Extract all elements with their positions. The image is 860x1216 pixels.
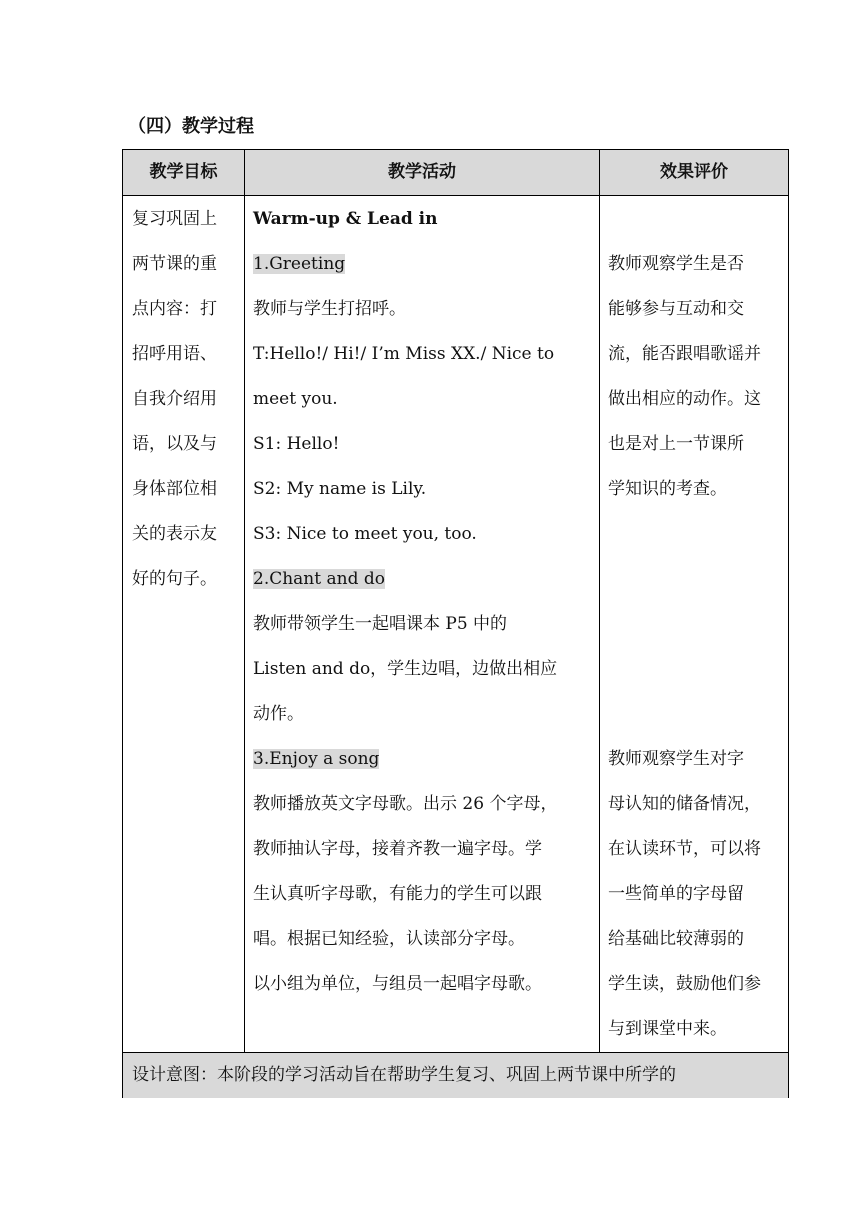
goal-line: 身体部位相	[132, 479, 217, 499]
goal-line: 自我介绍用	[132, 389, 217, 409]
activity-line: meet you.	[253, 389, 338, 409]
activity-line: Listen and do，学生边唱，边做出相应	[253, 659, 558, 679]
column-divider-1	[244, 150, 245, 1052]
header-effect-evaluation: 效果评价	[660, 162, 728, 182]
evaluation-line: 教师观察学生是否	[608, 254, 744, 274]
evaluation-line: 流，能否跟唱歌谣并	[608, 344, 761, 364]
activity-line: 唱。根据已知经验，认读部分字母。	[253, 929, 525, 949]
evaluation-line: 母认知的储备情况，	[608, 794, 761, 814]
activity-line: 动作。	[253, 704, 304, 724]
activity-line: 教师播放英文字母歌。出示 26 个字母，	[253, 794, 558, 814]
evaluation-line: 也是对上一节课所	[608, 434, 744, 454]
teaching-activity-cell	[253, 197, 557, 1007]
evaluation-line: 做出相应的动作。这	[608, 389, 761, 409]
evaluation-cell-2	[608, 737, 761, 1052]
evaluation-line: 学生读，鼓励他们参	[608, 974, 761, 994]
greeting-title: 1.Greeting	[253, 254, 346, 274]
evaluation-line: 学知识的考查。	[608, 479, 727, 499]
header-teaching-goal: 教学目标	[149, 162, 218, 182]
goal-line: 好的句子。	[132, 569, 217, 589]
activity-line: S2: My name is Lily.	[253, 479, 427, 499]
chant-title: 2.Chant and do	[253, 569, 385, 589]
evaluation-line: 教师观察学生对字	[608, 749, 744, 769]
activity-line: 教师带领学生一起唱课本 P5 中的	[253, 614, 508, 634]
activity-line: 教师与学生打招呼。	[253, 299, 406, 319]
evaluation-cell-1	[608, 242, 761, 512]
teaching-goal-cell	[132, 197, 217, 602]
evaluation-line: 一些简单的字母留	[608, 884, 744, 904]
evaluation-line: 给基础比较薄弱的	[608, 929, 744, 949]
evaluation-line: 在认读环节，可以将	[608, 839, 761, 859]
activity-line: 以小组为单位，与组员一起唱字母歌。	[253, 974, 542, 994]
activity-heading: Warm-up & Lead in	[253, 209, 438, 229]
teaching-process-table	[122, 149, 789, 1098]
goal-line: 招呼用语、	[132, 344, 217, 364]
evaluation-line: 与到课堂中来。	[608, 1019, 727, 1039]
evaluation-line: 能够参与互动和交	[608, 299, 744, 319]
song-title: 3.Enjoy a song	[253, 749, 380, 769]
column-divider-2	[599, 150, 600, 1052]
activity-line: 生认真听字母歌，有能力的学生可以跟	[253, 884, 542, 904]
goal-line: 两节课的重	[132, 254, 217, 274]
goal-line: 点内容：打	[132, 299, 217, 319]
activity-line: T:Hello!/ Hi!/ I’m Miss XX./ Nice to	[253, 344, 555, 364]
activity-line: 教师抽认字母，接着齐教一遍字母。学	[253, 839, 542, 859]
goal-line: 语，以及与	[132, 434, 217, 454]
goal-line: 复习巩固上	[132, 209, 217, 229]
header-teaching-activity: 教学活动	[388, 162, 456, 182]
activity-line: S1: Hello!	[253, 434, 340, 454]
goal-line: 关的表示友	[132, 524, 217, 544]
design-intent-text: 设计意图：本阶段的学习活动旨在帮助学生复习、巩固上两节课中所学的	[132, 1065, 676, 1085]
header-divider	[123, 195, 788, 196]
activity-line: S3: Nice to meet you, too.	[253, 524, 477, 544]
section-title: （四）教学过程	[128, 116, 254, 137]
